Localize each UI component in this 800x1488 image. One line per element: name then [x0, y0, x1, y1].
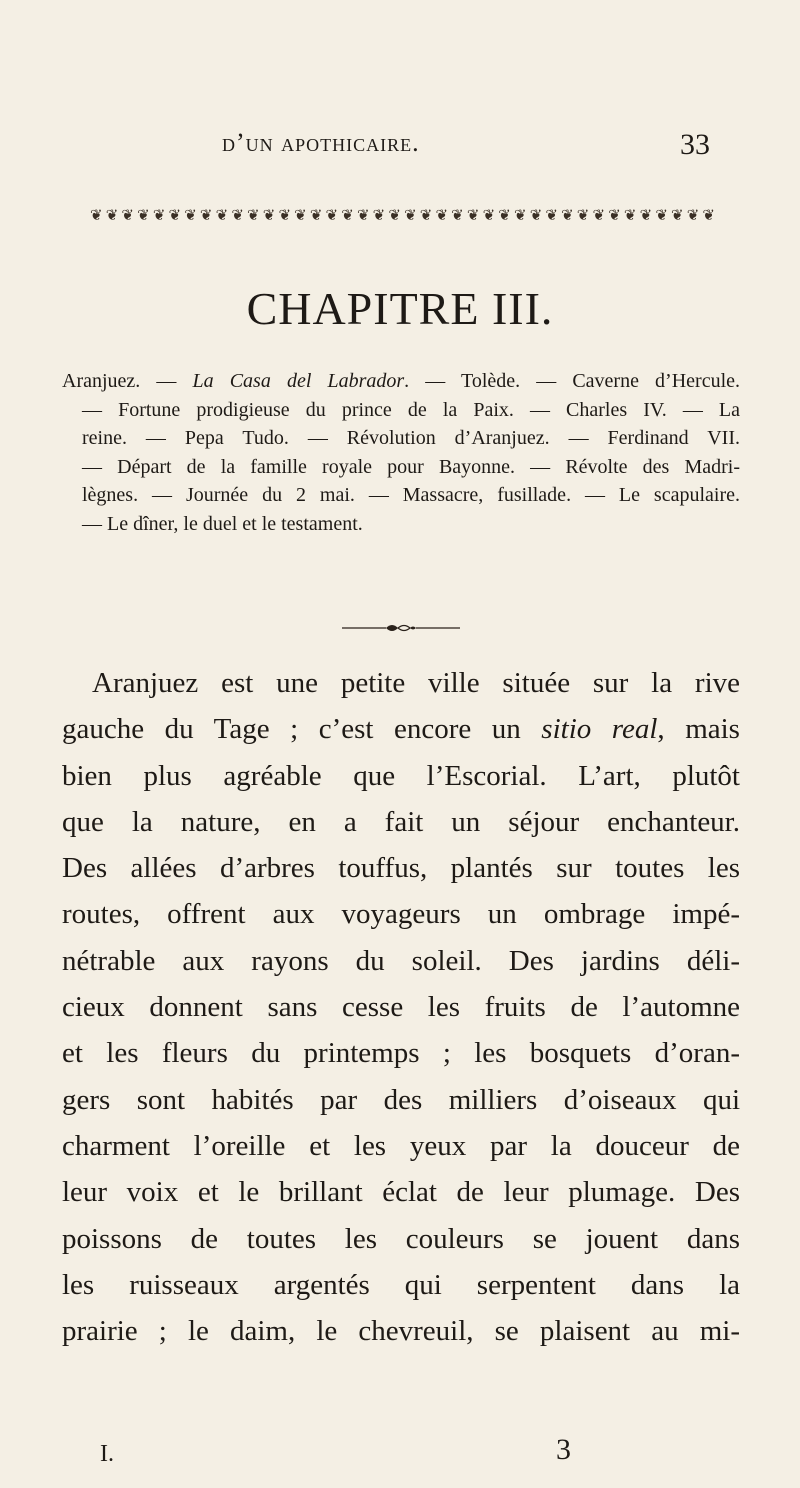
ornament-icon: ❦	[168, 207, 182, 224]
signature-mark	[0, 1433, 800, 1471]
summary-line: — Fortune prodigieuse du prince de la Paix. — Charles IV. — La	[82, 398, 740, 421]
summary-italic: La Casa del Labrador	[192, 370, 405, 392]
body-line: leur voix et le brillant éclat de leur plumage. Des	[62, 1176, 740, 1209]
body-line: routes, offrent aux voyageurs un ombrage impé-	[62, 898, 740, 931]
ornament-icon: ❦	[608, 207, 621, 224]
ornament-icon: ❦	[655, 207, 668, 224]
ornament-icon: ❦	[482, 207, 496, 224]
ornament-icon: ❦	[513, 207, 527, 224]
ornament-icon: ❦	[639, 207, 653, 224]
ornament-icon: ❦	[623, 207, 637, 224]
chapter-title: CHAPITRE III.	[246, 283, 554, 334]
ornament-icon: ❦	[105, 207, 119, 224]
body-italic: sitio real	[541, 713, 658, 746]
ornament-icon: ❦	[404, 207, 417, 224]
ornament-icon: ❦	[372, 207, 386, 224]
summary-line: — Le dîner, le duel et le testament.	[82, 512, 363, 535]
ornament-icon: ❦	[215, 207, 229, 224]
ornament-icon: ❦	[702, 207, 715, 224]
body-line: les ruisseaux argentés qui serpentent dans la	[62, 1268, 740, 1301]
ornament-icon: ❦	[576, 207, 590, 224]
ornament-icon: ❦	[294, 207, 307, 224]
body-line: gers sont habités par des milliers d’oiseaux qui	[62, 1083, 740, 1116]
signature-letter: I.	[100, 1441, 114, 1467]
ornament-icon: ❦	[121, 207, 134, 224]
ornament-icon: ❦	[388, 207, 401, 224]
ornament-icon: ❦	[184, 207, 197, 224]
body-text: , mais	[657, 713, 740, 746]
body-line: poissons de toutes les couleurs se jouent dans	[62, 1222, 740, 1255]
ornament-icon: ❦	[545, 207, 558, 224]
page-number: 33	[680, 128, 710, 161]
ornament-icon: ❦	[341, 207, 354, 224]
body-line: Aranjuez est une petite ville située sur la rive	[92, 667, 740, 699]
body-line: que la nature, en a fait un séjour enchanteur.	[62, 805, 740, 838]
body-text: gauche du Tage ; c’est encore un	[62, 713, 542, 746]
ornament-icon: ❦	[247, 207, 260, 224]
body-line: bien plus agréable que l’Escorial. L’art, plutôt	[62, 759, 740, 792]
ornament-icon: ❦	[529, 207, 543, 224]
ornament-icon: ❦	[325, 207, 339, 224]
body-line: et les fleurs du printemps ; les bosquets d’oran-	[62, 1037, 740, 1070]
ornament-icon: ❦	[137, 207, 150, 224]
ornament-icon: ❦	[561, 207, 574, 224]
summary-line: lègnes. — Journée du 2 mai. — Massacre, fusillade. — Le scapulaire.	[82, 484, 740, 507]
ornament-icon: ❦	[278, 207, 292, 224]
summary-text: . — Tolède. — Caverne d’Hercule.	[404, 370, 741, 392]
ornament-icon: ❦	[356, 207, 370, 224]
body-line: prairie ; le daim, le chevreuil, se plaisent au mi-	[62, 1315, 740, 1348]
body-line: Des allées d’arbres touffus, plantés sur toutes les	[62, 852, 740, 885]
ornament-icon: ❦	[686, 207, 700, 224]
ornament-icon: ❦	[671, 207, 684, 224]
ornament-icon: ❦	[199, 207, 213, 224]
ornament-band	[90, 205, 715, 227]
summary-line: — Départ de la famille royale pour Bayonne. — Révolte des Madri-	[82, 455, 740, 478]
summary-text: Aranjuez. —	[62, 370, 193, 392]
ornament-icon: ❦	[309, 207, 323, 224]
ornament-icon: ❦	[466, 207, 480, 224]
running-head	[0, 128, 800, 168]
ornament-icon: ❦	[435, 207, 449, 224]
ornament-icon: ❦	[451, 207, 464, 224]
ornament-icon: ❦	[262, 207, 276, 224]
signature-number: 3	[556, 1433, 571, 1466]
fleuron-divider-icon	[342, 622, 460, 634]
body-paragraph	[62, 660, 740, 1354]
ornament-icon: ❦	[419, 207, 433, 224]
ornament-icon: ❦	[90, 207, 103, 224]
running-title: d’un apothicaire.	[222, 128, 420, 157]
ornament-icon: ❦	[592, 207, 606, 224]
summary-line	[62, 367, 740, 396]
ornament-icon: ❦	[152, 207, 166, 224]
ornament-icon: ❦	[231, 207, 244, 224]
body-line	[62, 706, 740, 752]
body-line: cieux donnent sans cesse les fruits de l’automne	[62, 991, 740, 1024]
body-line: charment l’oreille et les yeux par la douceur de	[62, 1129, 740, 1162]
body-line: nétrable aux rayons du soleil. Des jardins déli-	[62, 944, 740, 977]
ornament-icon: ❦	[498, 207, 511, 224]
chapter-summary	[62, 367, 740, 539]
summary-line: reine. — Pepa Tudo. — Révolution d’Aranjuez. — Ferdinand VII.	[82, 427, 740, 450]
